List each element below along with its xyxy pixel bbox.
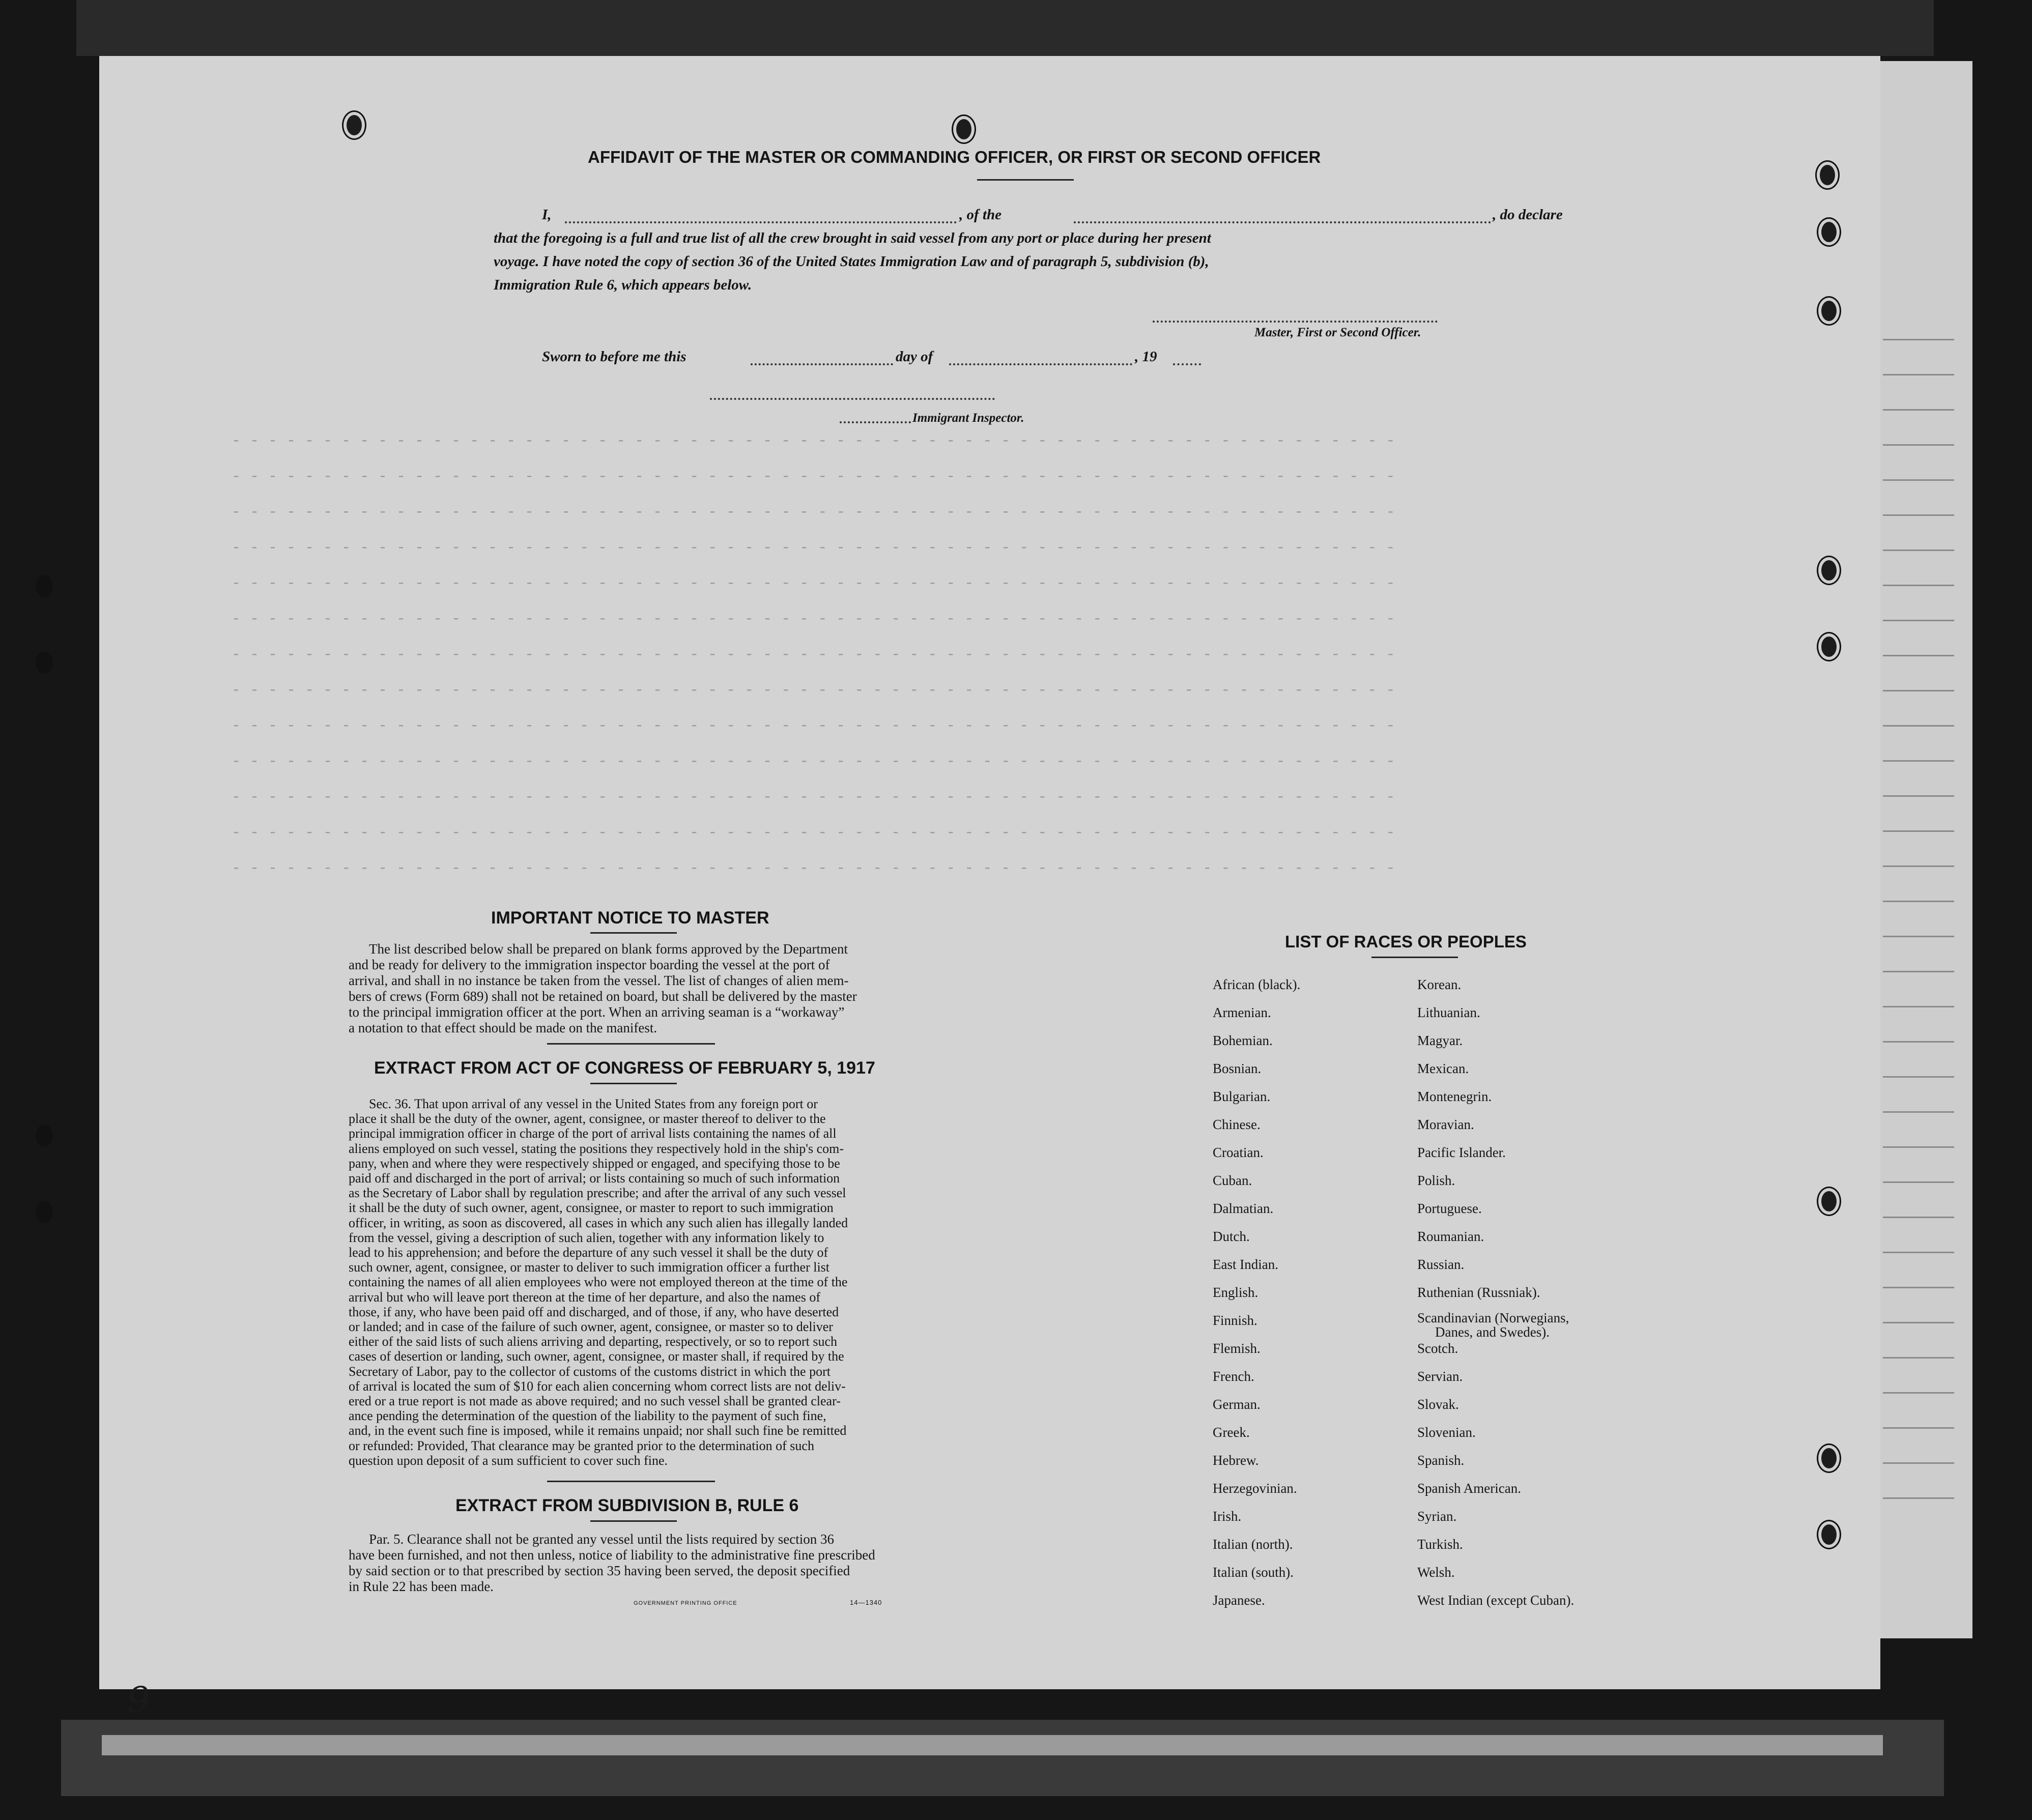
extract-act-line: as the Secretary of Labor shall by regulation prescribe; and after the arrival of any such vessel [349, 1186, 846, 1201]
punch-hole-icon [1818, 633, 1840, 660]
race-item: English. [1213, 1285, 1258, 1300]
form-code: 14—1340 [850, 1599, 882, 1606]
extract-act-line: Secretary of Labor, pay to the collector of customs of the customs district in which the port [349, 1364, 831, 1379]
punch-hole-icon [953, 116, 975, 142]
race-item: Moravian. [1417, 1117, 1474, 1132]
race-item: Slovenian. [1417, 1425, 1476, 1440]
underlying-page-ruling [1883, 305, 1954, 1526]
race-item: East Indian. [1213, 1257, 1278, 1272]
race-item: Hebrew. [1213, 1453, 1259, 1468]
master-signature-line[interactable] [1153, 321, 1438, 323]
master-signature-caption: Master, First or Second Officer. [1254, 326, 1421, 339]
binder-hole-icon [36, 1201, 53, 1223]
affidavit-vessel-blank[interactable] [1074, 221, 1491, 223]
race-item: Korean. [1417, 977, 1462, 992]
affidavit-name-blank[interactable] [565, 221, 957, 223]
extract-rule-line: have been furnished, and not then unless, notice of liability to the administrative fine prescribed [349, 1547, 875, 1563]
notice-text [349, 941, 913, 1036]
extract-act-line: either of the said lists of such aliens arriving and departing, respectively, or so to report such [349, 1334, 838, 1349]
race-item: Syrian. [1417, 1509, 1457, 1524]
punch-hole-icon [1818, 298, 1840, 324]
extract-act-line: officer, in writing, as soon as discovered, all cases in which any such alien has illegally landed [349, 1215, 848, 1230]
notice-line: arrival, and shall in no instance be taken from the vessel. The list of changes of alien mem- [349, 973, 849, 988]
race-item: Scandinavian (Norwegians, [1417, 1310, 1569, 1325]
race-item: Mexican. [1417, 1061, 1469, 1076]
race-item: Russian. [1417, 1257, 1465, 1272]
affidavit-line1-i: I, [542, 207, 552, 223]
notice-end-rule [547, 1043, 715, 1045]
extract-act-line: or refunded: Provided, That clearance may be granted prior to the determination of such [349, 1438, 814, 1453]
extract-act-text [349, 1096, 913, 1468]
notice-line: The list described below shall be prepared on blank forms approved by the Department [369, 941, 848, 957]
notice-line: to the principal immigration officer at the port. When an arriving seaman is a “workaway” [349, 1004, 845, 1020]
notice-heading-rule [590, 932, 677, 934]
race-item: Bohemian. [1213, 1033, 1273, 1048]
inspector-signature-line[interactable] [710, 398, 995, 400]
race-item: Cuban. [1213, 1173, 1252, 1188]
notice-line: bers of crews (Form 689) shall not be retained on board, but shall be delivered by the master [349, 989, 857, 1004]
race-item: Flemish. [1213, 1341, 1261, 1356]
notice-line: and be ready for delivery to the immigration inspector boarding the vessel at the port of [349, 957, 830, 972]
race-item: Croatian. [1213, 1145, 1264, 1160]
affidavit-line2: that the foregoing is a full and true list of all the crew brought in said vessel from any port or place during her present [494, 230, 1211, 246]
extract-rule-line: in Rule 22 has been made. [349, 1579, 494, 1594]
punch-hole-icon [344, 112, 365, 138]
binder-hole-icon [36, 651, 53, 674]
sworn-month-blank[interactable] [949, 363, 1132, 365]
race-item: Finnish. [1213, 1313, 1257, 1328]
race-item: Dutch. [1213, 1229, 1250, 1244]
affidavit-line1-do-declare: , do declare [1493, 207, 1563, 223]
extract-act-line: paid off and discharged in the port of arrival; or lists containing so much of such information [349, 1171, 840, 1186]
extract-act-line: aliens employed on such vessel, stating the positions they respectively hold in the ship's com- [349, 1141, 844, 1156]
extract-act-line: those, if any, who have been paid off and discharged, and of those, if any, who have deserted [349, 1304, 839, 1319]
race-item: Servian. [1417, 1369, 1463, 1384]
document-page: - - - - - - - - - - - - - - - - - - - - - - - - - - - - - - - - - - - - - - - - - - - - - - - - - - - - - - - - - - - - - - - - - - - - - - - - - - - - - - - - - - - - - - - - - - - - - - - - - - - - - - - - - - - - - - - - - - - - - - - - - - - - - - - - - - - - - - - - - - - - - - - - - - - - - - - - - - - - - - - - - - - - - - - - - - - - - - - - - - - - - - - - - - - - - - - - - - - - - - - - - - - - - - - - - - - - - - - - - - - - - - - - - - - - - - - - - - - - - - - - - - - - - - - - - - - - - - - - - - - - - - - - - - - - - - - - - - - - - - - - - - - - - - - - - - - - - - - - - - - - - - - - - - - - - - - - - - - - - - - - - - - - - - - - - - - - - - - - - - - - - - - - - - - - - - - - - - - - - - - - - - - - - - - - - - - - - - - - - - - - - - - - - - - - - - - - - - - - - - - - - - - - - - - - - - - - - - - - - - - - - - - - - - - - - - - - - - - - - - - - - - - - - - - - - - - - - - - - - - - - - - - - - - - - - - - - - - - - - - - - - - - - - - - - - - - - - - - - - - - - - - - - - - - - - - - - - - - - - - - - - - - - - - - - - - - - - - - - - - - - - - - - - - - - - - - - - - - - - - - - - - - - - - - - - - - - - - - - - - - - - - - - - - - - - - - - - - - - - - - - - - - - - - - - - - - - - - - - - - - - - - - - - - - - - - - - - - - - - - - - - - - - - - - - - - - - - - - - - - - - - - - - - - - - - - - - - - - - - - - - - - - - - - - - - - - - - - - - - - - - - - - - - - - - - - - - - - - - - - - - - - - - - - - - - - - - - - - - - - - - - - - - - - - - - - - - - - - - - - - - - - - - - - - - - - - - - - - - - - - - - - - - - - - - - - - - - - - - - - - - - - - - - - - - - - - - - - - - - - - - - - - - - - - - - - - - AFFIDAVIT OF THE MASTER OR COMMANDING OFFICER, OR FIRST OR SECOND OFFICER I, , of the , do declare that the foregoing is a full and true list of all the crew brought in said vessel from any port or place during her present voyage. I have noted the copy of section 36 of the United States Immigration Law and of paragraph 5, subdivision (b), Immigration Rule 6, which appears below. Master, First or Second Officer. Sworn to before me this day of , 19 Immigrant Inspector. IMPORTANT NOTICE TO MASTER The list described below shall be prepared on blank forms approved by the Department and be ready for delivery to the immigration inspector boarding the vessel at the port of arrival, and shall in no instance be taken from the vessel. The list of changes of alien mem- bers of crews (Form 689) shall not be retained on board, but shall be delivered by the master to the principal immigration officer at the port. When an arriving seaman is a “workaway” a notation to that effect should be made on the manifest. EXTRACT FROM ACT OF CONGRESS OF FEBRUARY 5, 1917 Sec. 36. That upon arrival of any vessel in the United States from any foreign port or place it shall be the duty of the owner, agent, consignee, or master thereof to deliver to the principal immigration officer in charge of the port of arrival lists containing the names of all aliens employed on such vessel, stating the positions they respectively hold in the ship's com- pany, when and where they were respectively shipped or engaged, and specifying those to be paid off and discharged in the port of arrival; or lists containing so much of such information as the Secretary of Labor shall by regulation prescribe; and after the arrival of any such vessel it shall be the duty of such owner, agent, consignee, or master to report to such immigration officer, in writing, as soon as discovered, all cases in which any such alien has illegally landed from the vessel, giving a description of such alien, together with any information likely to lead to his apprehension; and before the departure of any such vessel it shall be the duty of such owner, agent, consignee, or master to deliver to such immigration officer a further list containing the names of all alien employees who were not employed thereon at the time of the arrival but who will leave port thereon at the time of her departure, and also the names of those, if any, who have been paid off and discharged, and of those, if any, who have deserted or landed; and in case of the failure of such owner, agent, consignee, or master so to deliver either of the said lists of such aliens arriving and departing, respectively, or so to report such cases of desertion or landing, such owner, agent, consignee, or master shall, if required by the Secretary of Labor, pay to the collector of customs of the customs district in which the port of arrival is located the sum of $10 for each alien concerning whom correct lists are not deliv- ered or a true report is not made as above required; and no such vessel shall be granted clear- ance pending the determination of the question of the liability to the payment of such fine, and, in the event such fine is imposed, while it remains unpaid; nor shall such fine be remitted or refunded: Provided, That clearance may be granted prior to the determination of such question upon deposit of a sum sufficient to cover such fine. EXTRACT FROM SUBDIVISION B, RULE 6 Par. 5. Clearance shall not be granted any vessel until the lists required by section 36 have been furnished, and not then unless, notice of liability to the administrative fine prescribed by said section or to that prescribed by section 35 having been served, the deposit specified in Rule 22 has been made. GOVERNMENT PRINTING OFFICE 14—1340 LIST OF RACES OR PEOPLES African (black). Armenian. Bohemian. Bosnian. Bulgarian. Chinese. Croatian. Cuban. Dalmatian. Dutch. East Indian. English. Finnish. Flemish. French. German. Greek. Hebrew. Herzegovinian. Irish. Italian (north). Italian (south). Japanese. Korean. Lithuanian. Magyar. Mexican. Montenegrin. Moravian. Pacific Islander. Polish. Portuguese. Roumanian. Russian. Ruthenian (Russniak). Scandinavian (Norwegians, Danes, and Swedes). Scotch. Servian. Slovak. Slovenian. Spanish. Spanish American. Syrian. Turkish. Welsh. West Indian (except Cuban). 9 [99, 56, 1880, 1689]
extract-rule-heading: EXTRACT FROM SUBDIVISION B, RULE 6 [455, 1496, 799, 1515]
race-item: Bulgarian. [1213, 1089, 1271, 1104]
race-item: Irish. [1213, 1509, 1242, 1524]
inspector-signature-line-short[interactable] [840, 421, 911, 423]
race-item: Montenegrin. [1417, 1089, 1492, 1104]
extract-act-line: lead to his apprehension; and before the departure of any such vessel it shall be the duty of [349, 1245, 828, 1260]
extract-act-line: question upon deposit of a sum sufficient to cover such fine. [349, 1453, 668, 1468]
race-item: Magyar. [1417, 1033, 1463, 1048]
race-item: Welsh. [1417, 1565, 1455, 1580]
sworn-prefix: Sworn to before me this [542, 349, 686, 365]
scan-edge-bottom [61, 1720, 1944, 1796]
affidavit-line3: voyage. I have noted the copy of section 36 of the United States Immigration Law and of paragraph 5, subdivision (b), [494, 253, 1209, 270]
affidavit-line4: Immigration Rule 6, which appears below. [494, 277, 752, 293]
extract-act-line: Sec. 36. That upon arrival of any vessel in the United States from any foreign port or [369, 1096, 818, 1111]
race-item: Scotch. [1417, 1341, 1458, 1356]
race-item: Portuguese. [1417, 1201, 1482, 1216]
sworn-year-blank[interactable] [1173, 363, 1201, 365]
extract-rule-line: by said section or to that prescribed by section 35 having been served, the deposit specified [349, 1563, 850, 1578]
race-item: Polish. [1417, 1173, 1455, 1188]
notice-heading: IMPORTANT NOTICE TO MASTER [491, 908, 769, 928]
printer-imprint: GOVERNMENT PRINTING OFFICE [634, 1600, 737, 1606]
extract-act-line: cases of desertion or landing, such owner, agent, consignee, or master shall, if required by the [349, 1349, 844, 1364]
scan-edge-bottom-band [102, 1735, 1883, 1755]
race-item: Herzegovinian. [1213, 1481, 1297, 1496]
race-item: Pacific Islander. [1417, 1145, 1506, 1160]
race-item: Turkish. [1417, 1537, 1463, 1552]
extract-act-line: ance pending the determination of the question of the liability to the payment of such fine, [349, 1408, 826, 1424]
extract-act-line: containing the names of all alien employees who were not employed thereon at the time of the [349, 1275, 848, 1290]
race-item: Italian (north). [1213, 1537, 1293, 1552]
sworn-day-blank[interactable] [751, 363, 893, 365]
extract-act-end-rule [547, 1481, 715, 1482]
notice-line: a notation to that effect should be made on the manifest. [349, 1020, 657, 1035]
punch-hole-icon [1818, 1445, 1840, 1471]
extract-act-line: such owner, agent, consignee, or master to deliver to such immigration officer a further list [349, 1260, 830, 1275]
race-item: West Indian (except Cuban). [1417, 1593, 1575, 1608]
race-item: Spanish American. [1417, 1481, 1521, 1496]
extract-act-line: or landed; and in case of the failure of such owner, agent, consignee, or master so to deliver [349, 1319, 833, 1335]
punch-hole-icon [1818, 1521, 1840, 1548]
scan-edge-top [76, 0, 1934, 56]
races-heading: LIST OF RACES OR PEOPLES [1285, 932, 1527, 951]
extract-act-line: principal immigration officer in charge of the port of arrival lists containing the names of all [349, 1126, 837, 1141]
sworn-day-of: day of [896, 349, 933, 365]
race-item: Greek. [1213, 1425, 1250, 1440]
extract-rule-text [349, 1532, 913, 1595]
race-item: Japanese. [1213, 1593, 1265, 1608]
race-item: Slovak. [1417, 1397, 1459, 1412]
extract-act-line: from the vessel, giving a description of such alien, together with any information likely to [349, 1230, 824, 1245]
race-item: Armenian. [1213, 1005, 1271, 1020]
sworn-year: , 19 [1135, 349, 1157, 365]
extract-act-line: and, in the event such fine is imposed, while it remains unpaid; nor shall such fine be remitted [349, 1423, 847, 1438]
extract-act-line: ered or a true report is not made as above required; and no such vessel shall be granted clear- [349, 1394, 841, 1409]
race-item: German. [1213, 1397, 1261, 1412]
extract-act-line: pany, when and where they were respectively shipped or engaged, and specifying those to be [349, 1155, 840, 1171]
extract-act-heading-rule [590, 1083, 677, 1084]
race-item: Spanish. [1417, 1453, 1465, 1468]
extract-act-heading: EXTRACT FROM ACT OF CONGRESS OF FEBRUARY 5, 1917 [374, 1058, 875, 1078]
extract-act-line: arrival but who will leave port thereon at the time of her departure, and also the names of [349, 1289, 820, 1305]
race-item: Chinese. [1213, 1117, 1261, 1132]
punch-hole-icon [1818, 219, 1840, 245]
punch-hole-icon [1818, 557, 1840, 584]
race-item: Ruthenian (Russniak). [1417, 1285, 1540, 1300]
race-item: French. [1213, 1369, 1254, 1384]
binder-hole-icon [36, 575, 53, 597]
inspector-caption: Immigrant Inspector. [912, 411, 1024, 425]
races-heading-rule [1371, 957, 1458, 958]
extract-act-line: it shall be the duty of such owner, agent, consignee, or master to report to such immigration [349, 1200, 834, 1216]
race-item: Roumanian. [1417, 1229, 1484, 1244]
affidavit-heading: AFFIDAVIT OF THE MASTER OR COMMANDING OFFICER, OR FIRST OR SECOND OFFICER [588, 148, 1321, 166]
extract-rule-line: Par. 5. Clearance shall not be granted any vessel until the lists required by section 36 [369, 1532, 835, 1547]
race-item: African (black). [1213, 977, 1301, 992]
affidavit-heading-rule [977, 179, 1074, 181]
handwritten-page-mark: 9 [127, 1679, 150, 1721]
affidavit-line1-of-the: , of the [959, 207, 1001, 223]
race-item: Danes, and Swedes). [1435, 1324, 1550, 1340]
extract-act-line: of arrival is located the sum of $10 for each alien concerning whom correct lists are not deliv- [349, 1378, 846, 1394]
race-item: Bosnian. [1213, 1061, 1262, 1076]
punch-hole-icon [1817, 162, 1838, 188]
extract-act-line: place it shall be the duty of the owner, agent, consignee, or master thereof to deliver to the [349, 1111, 826, 1126]
binder-hole-icon [36, 1124, 53, 1147]
race-item: Italian (south). [1213, 1565, 1294, 1580]
punch-hole-icon [1818, 1188, 1840, 1215]
race-item: Lithuanian. [1417, 1005, 1480, 1020]
race-item: Dalmatian. [1213, 1201, 1274, 1216]
extract-rule-heading-rule [590, 1520, 677, 1522]
